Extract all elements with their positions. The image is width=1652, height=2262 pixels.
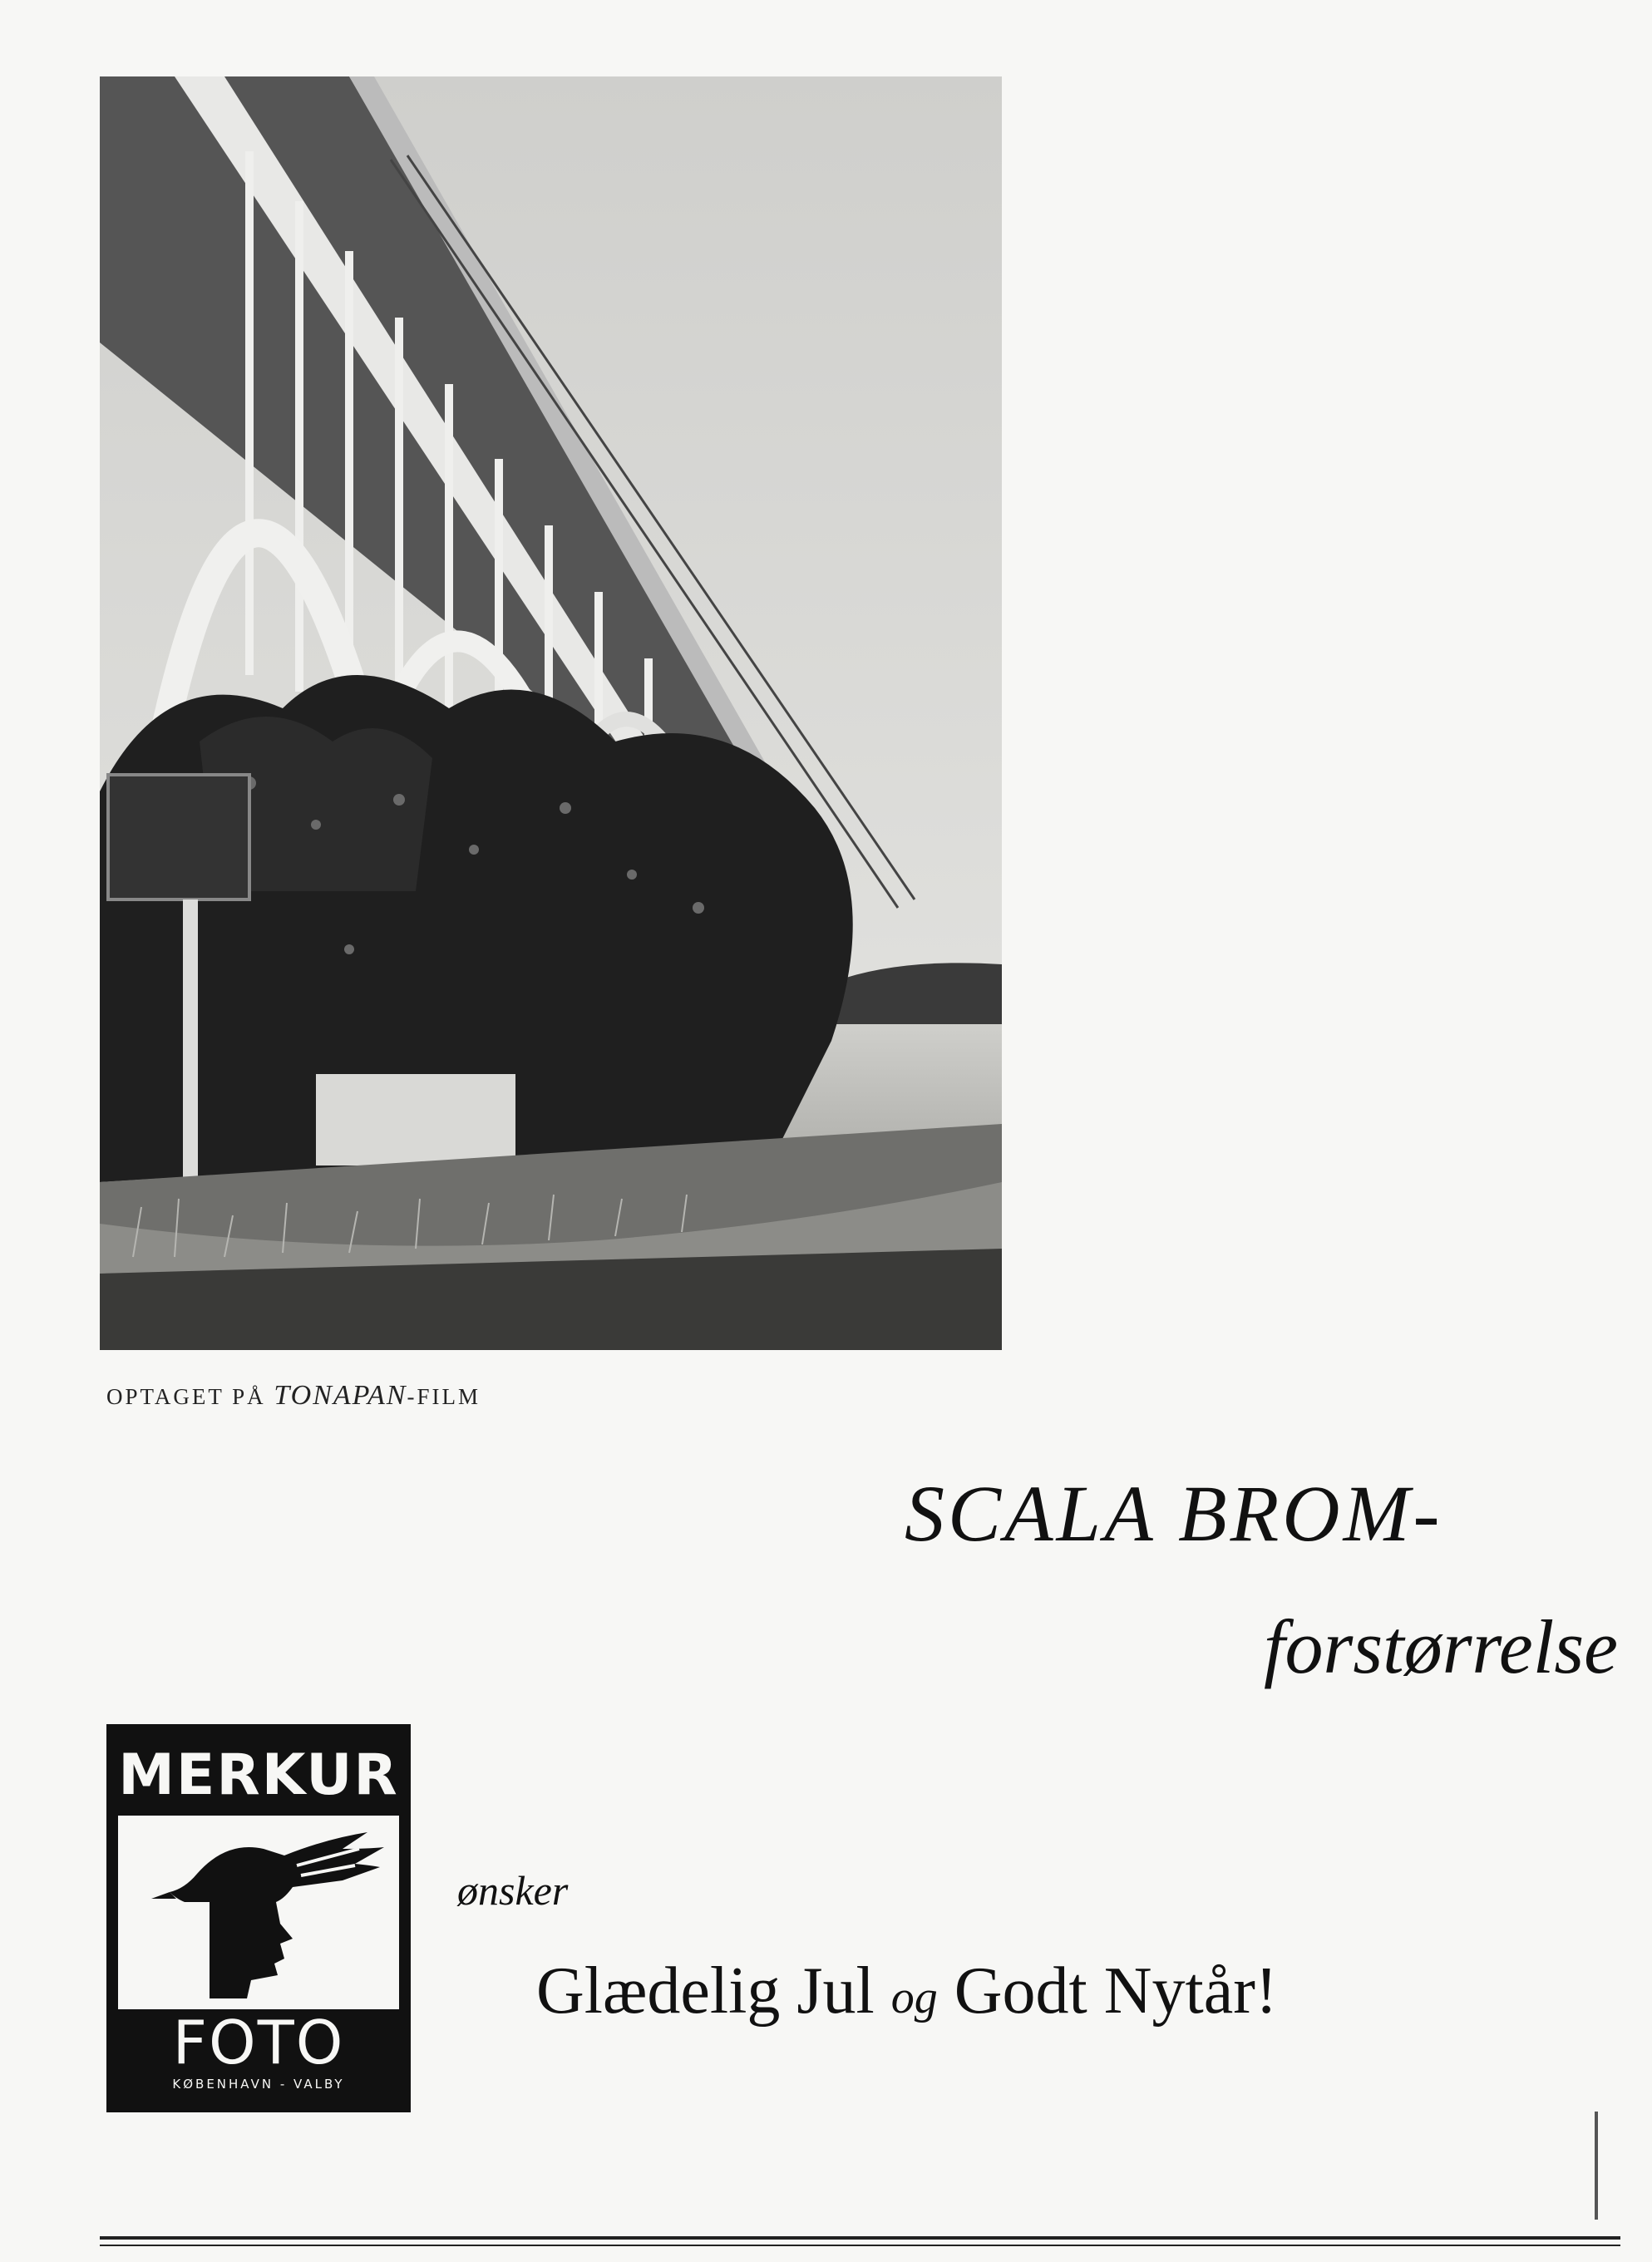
season-greeting	[536, 1954, 1277, 2029]
caption-suffix: -FILM	[407, 1384, 481, 1409]
merkur-foto-logo	[106, 1724, 411, 2112]
photo-caption	[106, 1380, 481, 1412]
headline-scala-brom: SCALA BROM-	[905, 1469, 1443, 1558]
edge-mark	[1595, 2112, 1598, 2220]
greeting-part2: Godt Nytår!	[954, 1954, 1278, 2028]
caption-prefix: OPTAGET PÅ	[106, 1384, 266, 1409]
logo-foto-text: FOTO	[172, 2008, 345, 2077]
logo-merkur-text: MERKUR	[118, 1736, 399, 1816]
bridge-photo	[100, 76, 1002, 1350]
bottom-rule-thick	[100, 2236, 1620, 2240]
logo-city-text: KØBENHAVN - VALBY	[172, 2077, 345, 2092]
greeting-connector: og	[890, 1972, 938, 2023]
greeting-part1: Glædelig Jul	[536, 1954, 875, 2028]
bridge-photo-image	[100, 76, 1002, 1350]
bottom-rule-thin	[100, 2245, 1620, 2246]
caption-brand: TONAPAN	[274, 1380, 407, 1411]
winged-helmet-head-icon	[118, 1816, 399, 1998]
wish-verb: ønsker	[457, 1867, 569, 1914]
headline-forstorrelse: forstørrelse	[1264, 1604, 1618, 1689]
logo-foto-block	[118, 2009, 399, 2101]
